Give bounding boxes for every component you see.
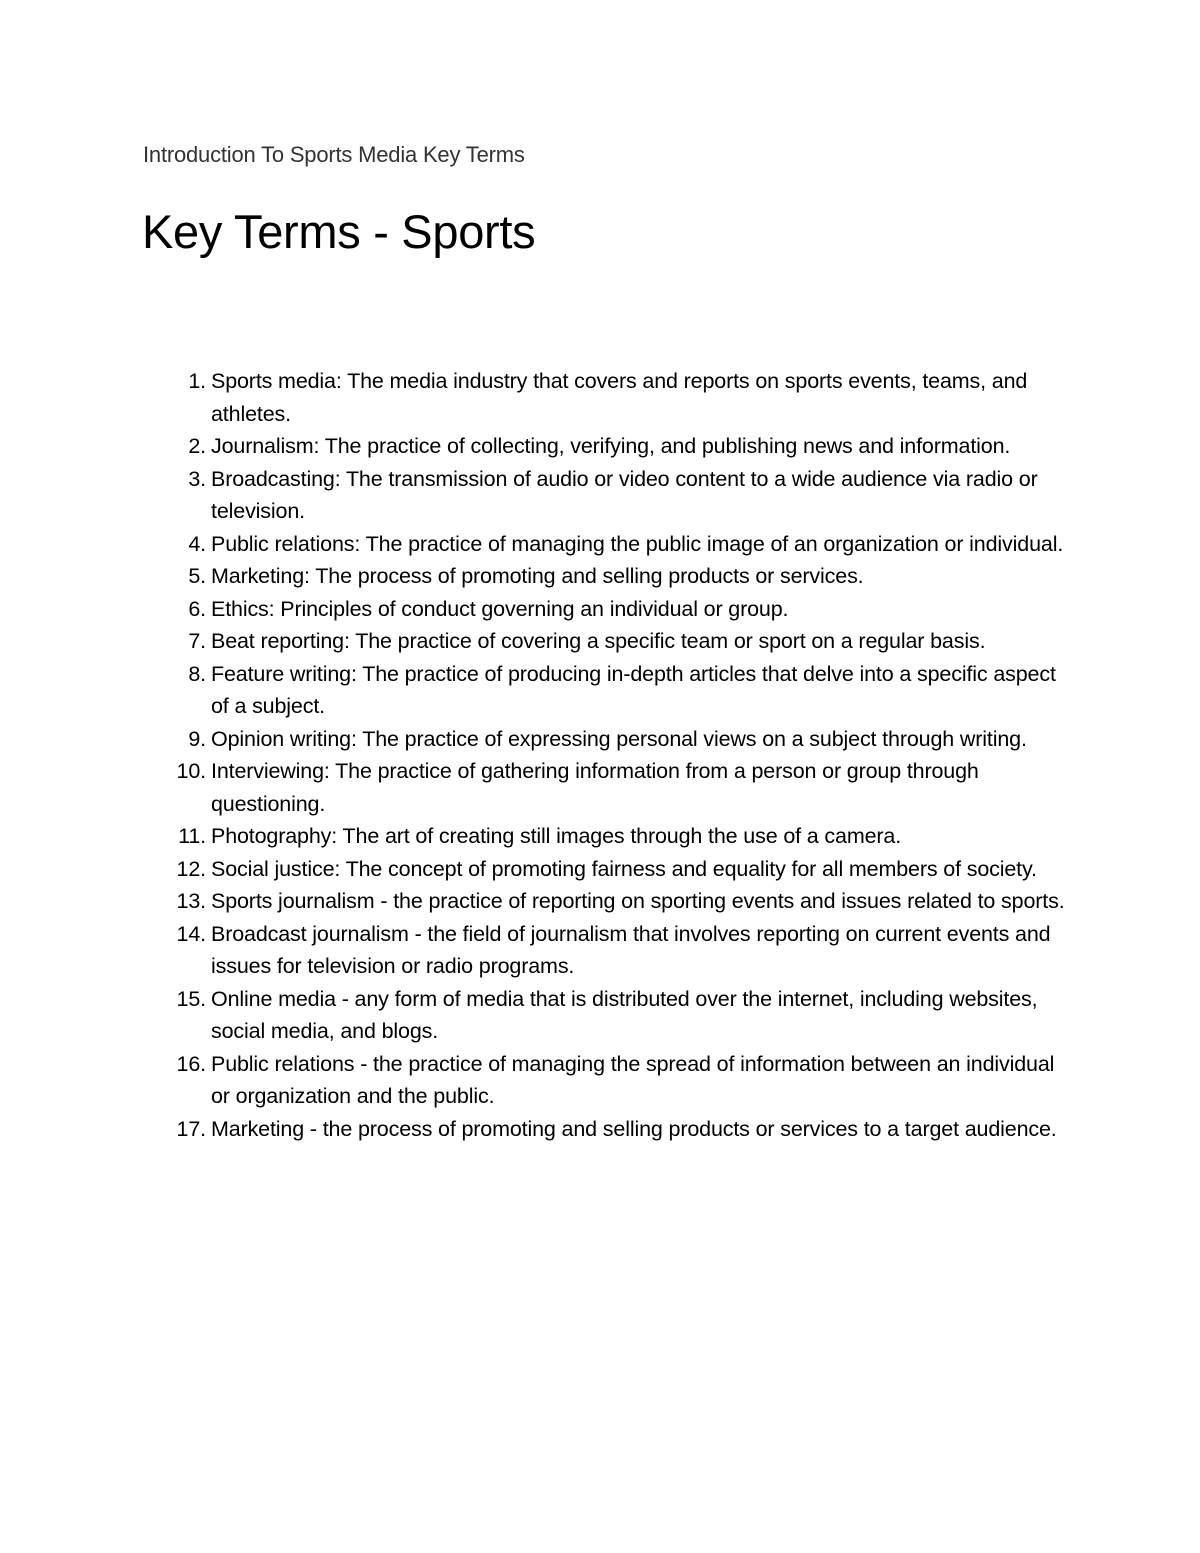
item-number: 3. [188, 466, 206, 491]
item-text: Broadcast journalism - the field of journalism that involves reporting on current events and issues for television or radio programs. [211, 921, 1051, 978]
item-number: 12. [176, 856, 206, 881]
item-text: Social justice: The concept of promoting fairness and equality for all members of society. [211, 856, 1037, 881]
item-text: Broadcasting: The transmission of audio or video content to a wide audience via radio or television. [211, 466, 1038, 523]
list-item [0, 853, 1071, 886]
item-text: Online media - any form of media that is distributed over the internet, including websites, social media, and blogs. [211, 986, 1038, 1043]
item-text: Sports journalism - the practice of reporting on sporting events and issues related to sports. [211, 889, 1065, 913]
list-item [0, 1113, 1071, 1146]
item-number: 14. [176, 921, 206, 946]
item-number: 10. [176, 759, 206, 783]
item-text: Journalism: The practice of collecting, verifying, and publishing news and information. [211, 434, 1011, 458]
list-item [0, 625, 1071, 658]
list-item [0, 528, 1071, 561]
item-text: Marketing - the process of promoting and selling products or services to a target audience. [211, 1116, 1057, 1141]
list-item [0, 658, 1071, 723]
list-item [0, 918, 1071, 983]
item-text: Opinion writing: The practice of expressing personal views on a subject through writing. [211, 726, 1027, 751]
list-item [0, 820, 1071, 853]
item-number: 15. [176, 986, 206, 1011]
list-item [0, 430, 1071, 463]
list-item [0, 983, 1071, 1048]
item-number: 9. [188, 726, 206, 751]
item-number: 8. [188, 661, 206, 686]
item-number: 5. [188, 564, 206, 588]
item-text: Interviewing: The practice of gathering information from a person or group through questioning. [211, 759, 979, 816]
item-number: 7. [188, 629, 206, 653]
page-title: Key Terms - Sports [142, 205, 536, 258]
list-item [0, 365, 1071, 430]
item-number: 6. [188, 596, 206, 621]
item-text: Public relations: The practice of managing the public image of an organization or individual. [211, 531, 1064, 556]
list-item [0, 1048, 1071, 1113]
list-item [0, 463, 1071, 528]
item-number: 17. [176, 1116, 206, 1141]
list-item [0, 723, 1071, 756]
item-number: 11. [178, 824, 206, 848]
item-number: 2. [188, 434, 206, 458]
item-text: Public relations - the practice of managing the spread of information between an individual or organization and the public. [211, 1051, 1055, 1108]
list-item [0, 593, 1071, 626]
list-item [0, 755, 1071, 820]
item-number: 16. [176, 1051, 206, 1076]
document-header: Introduction To Sports Media Key Terms [143, 142, 525, 167]
item-text: Photography: The art of creating still images through the use of a camera. [211, 824, 902, 848]
list-item [0, 560, 1071, 593]
item-number: 13. [176, 889, 206, 913]
item-text: Beat reporting: The practice of covering a specific team or sport on a regular basis. [211, 629, 986, 653]
item-text: Feature writing: The practice of producing in-depth articles that delve into a specific aspect of a subject. [211, 661, 1056, 718]
item-text: Marketing: The process of promoting and selling products or services. [211, 564, 864, 588]
item-number: 4. [188, 531, 206, 556]
list-item [0, 885, 1071, 918]
item-text: Ethics: Principles of conduct governing an individual or group. [211, 596, 789, 621]
item-number: 1. [188, 369, 206, 393]
item-text: Sports media: The media industry that covers and reports on sports events, teams, and athletes. [211, 369, 1028, 426]
key-terms-list [0, 365, 1200, 1145]
